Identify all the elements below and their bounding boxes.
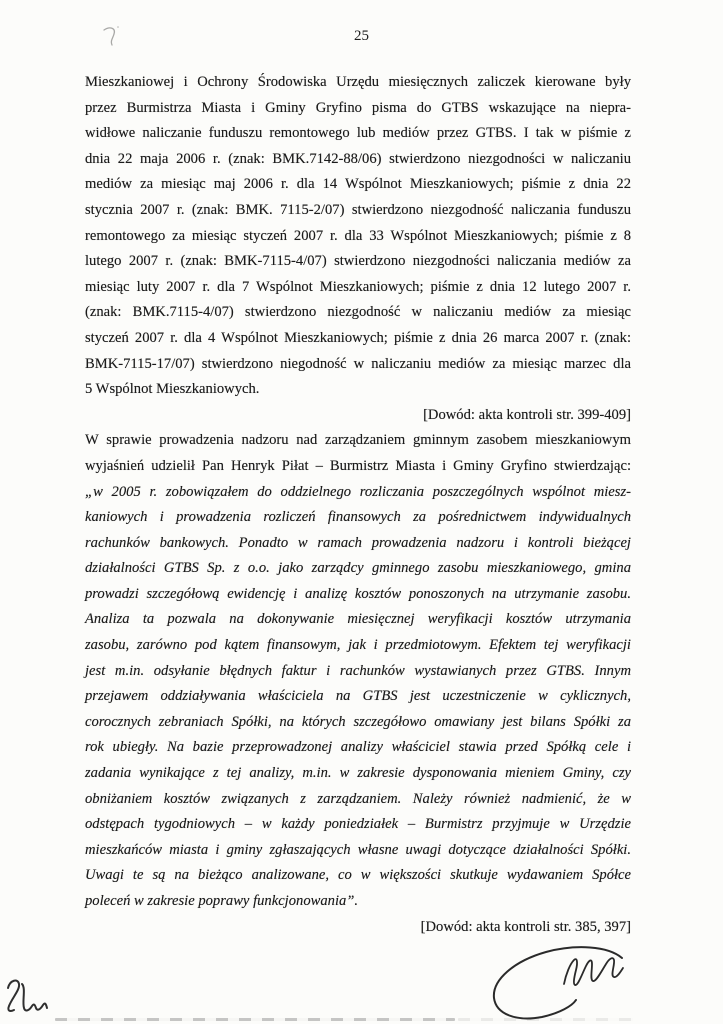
quote-line: odstępach tygodniowych – w każdy poniedziałek – Burmistrz przyjmuje w Urzędzie [85, 816, 631, 833]
quote-line: przejawem oddziaływania właściciela na GTBS jest uczestniczenie w cyklicznych, [85, 688, 631, 705]
quote-line: rachunków bankowych. Ponadto w ramach prowadzenia nadzoru i kontroli bieżącej [85, 534, 631, 551]
paragraph-line: stycznia 2007 r. (znak: BMK. 7115-2/07) stwierdzono niezgodność naliczania funduszu [85, 201, 631, 218]
quote-line: Analiza ta pozwala na dokonywanie miesięcznej weryfikacji kosztów utrzymania [85, 611, 631, 628]
signature-icon [480, 944, 652, 1024]
scan-edge-artifact [458, 1018, 633, 1021]
paragraph-line: W sprawie prowadzenia nadzoru nad zarządzaniem gminnym zasobem mieszkaniowym [85, 432, 631, 449]
page-number: 25 [354, 28, 369, 44]
paragraph-line: 5 Wspólnot Mieszkaniowych. [85, 381, 260, 398]
paragraph-line: Mieszkaniowej i Ochrony Środowiska Urzędu miesięcznych zaliczek kierowane były [85, 74, 631, 90]
handwritten-initials-icon [2, 974, 70, 1024]
pencil-mark-icon [98, 24, 124, 54]
paragraph-line: widłowe naliczanie funduszu remontowego lub mediów przez GTBS. I tak w piśmie z [85, 125, 631, 142]
quote-line: jest m.in. odsyłanie błędnych faktur i rachunków wystawianych przez GTBS. Innym [85, 662, 631, 679]
quote-line: obniżaniem kosztów związanych z zarządzaniem. Należy również nadmienić, że w [85, 790, 631, 807]
paragraph-line: dnia 22 maja 2006 r. (znak: BMK.7142-88/06) stwierdzono niezgodności w naliczaniu [85, 150, 631, 167]
quote-line: kaniowych i prowadzenia rozliczeń finansowych za pośrednictwem indywidualnych [85, 509, 631, 526]
quote-line: zadania wynikające z tej analizy, m.in. w zakresie dysponowania mieniem Gminy, czy [85, 765, 631, 782]
quote-line: Uwagi te są na bieżąco analizowane, co w większości skutkuje wydawaniem Spółce [85, 867, 631, 884]
paragraph-line: miesiąc luty 2007 r. dla 7 Wspólnot Mieszkaniowych; piśmie z dnia 12 lutego 2007 r. [85, 278, 631, 295]
quote-line: corocznych zebraniach Spółki, na których szczegółowo omawiany jest bilans Spółki za [85, 713, 631, 730]
paragraph-line: BMK-7115-17/07) stwierdzono niegodność w naliczaniu mediów za miesiąc marzec dla [85, 355, 631, 372]
evidence-reference: [Dowód: akta kontroli str. 385, 397] [420, 918, 631, 935]
paragraph-line: wyjaśnień udzielił Pan Henryk Piłat – Burmistrz Miasta i Gminy Gryfino stwierdzając: [85, 457, 631, 474]
paragraph-line: lutego 2007 r. (znak: BMK-7115-4/07) stwierdzono niezgodności naliczania mediów za [85, 253, 631, 270]
paragraph-line: remontowego za miesiąc styczeń 2007 r. dla 33 Wspólnot Mieszkaniowych; piśmie z 8 [85, 227, 631, 244]
quote-line: działalności GTBS Sp. z o.o. jako zarządcy gminnego zasobu mieszkaniowego, gmina [85, 560, 631, 577]
paragraph-line: (znak: BMK.7115-4/07) stwierdzono niezgodność w naliczaniu mediów za miesiąc [85, 304, 631, 321]
evidence-reference: [Dowód: akta kontroli str. 399-409] [423, 406, 631, 423]
document-body [85, 70, 631, 940]
paragraph-line: styczeń 2007 r. dla 4 Wspólnot Mieszkaniowych; piśmie z dnia 26 marca 2007 r. (znak: [85, 329, 631, 346]
quote-line: „w 2005 r. zobowiązałem do oddzielnego rozliczania poszczególnych wspólnot miesz- [85, 483, 631, 500]
paragraph-line: przez Burmistrza Miasta i Gminy Gryfino pisma do GTBS wskazujące na niepra- [85, 99, 631, 116]
paragraph-line: mediów za miesiąc maj 2006 r. dla 14 Wspólnot Mieszkaniowych; piśmie z dnia 22 [85, 176, 631, 193]
quote-line: poleceń w zakresie poprawy funkcjonowania”. [85, 893, 359, 909]
quote-line: zasobu, zarówno pod kątem finansowym, jak i przedmiotowym. Efektem tej weryfikacji [85, 637, 631, 654]
quote-line: prowadzi szczegółową ewidencję i analizę kosztów ponoszonych na utrzymanie zasobu. [85, 585, 631, 602]
quote-line: rok ubiegły. Na bazie przeprowadzonej analizy właściciel stawia przed Spółką cele i [85, 739, 631, 756]
quote-line: mieszkańców miasta i gminy zgłaszających własne uwagi dotyczące działalności Spółki. [85, 841, 631, 858]
scan-edge-artifact [55, 1018, 455, 1021]
